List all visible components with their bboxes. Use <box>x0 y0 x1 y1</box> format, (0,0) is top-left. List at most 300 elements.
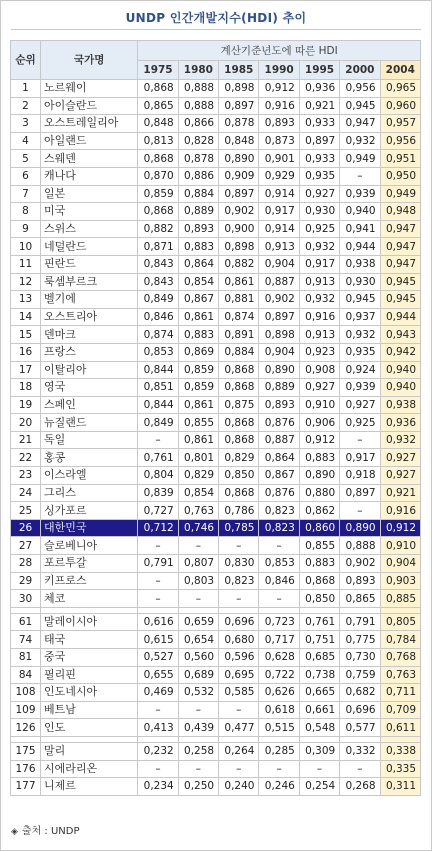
rank-header: 순위 <box>11 41 41 80</box>
hdi-value-cell: 0,335 <box>380 760 420 778</box>
hdi-value-cell: 0,680 <box>219 631 259 649</box>
hdi-value-cell: 0,956 <box>380 132 420 150</box>
country-cell: 필리핀 <box>41 666 138 684</box>
hdi-value-cell: – <box>340 760 380 778</box>
hdi-value-cell: 0,784 <box>380 631 420 649</box>
hdi-value-cell: 0,913 <box>299 273 339 291</box>
hdi-value-cell: 0,685 <box>299 649 339 667</box>
table-row <box>11 80 421 98</box>
hdi-value-cell: 0,878 <box>178 150 218 168</box>
hdi-value-cell: 0,881 <box>219 291 259 309</box>
hdi-value-cell: 0,823 <box>259 519 299 537</box>
hdi-value-cell: 0,890 <box>219 150 259 168</box>
hdi-value-cell: 0,855 <box>178 414 218 432</box>
hdi-value-cell: 0,696 <box>340 701 380 719</box>
source-text: 출처 : UNDP <box>21 826 80 837</box>
country-cell: 아이슬란드 <box>41 97 138 115</box>
hdi-value-cell: 0,936 <box>380 414 420 432</box>
hdi-value-cell: – <box>340 502 380 520</box>
year-header: 2000 <box>340 61 380 80</box>
hdi-value-cell: 0,712 <box>138 519 178 537</box>
hdi-value-cell: 0,413 <box>138 719 178 737</box>
hdi-value-cell: 0,933 <box>299 115 339 133</box>
hdi-value-cell: 0,897 <box>259 308 299 326</box>
hdi-value-cell: 0,890 <box>340 519 380 537</box>
hdi-value-cell: 0,898 <box>219 80 259 98</box>
country-cell: 독일 <box>41 431 138 449</box>
hdi-value-cell: 0,947 <box>380 255 420 273</box>
hdi-value-cell: – <box>259 537 299 555</box>
hdi-value-cell: 0,868 <box>138 80 178 98</box>
table-row <box>11 255 421 273</box>
table-row <box>11 150 421 168</box>
hdi-value-cell: 0,738 <box>299 666 339 684</box>
hdi-value-cell: 0,853 <box>259 555 299 573</box>
hdi-value-cell: 0,943 <box>380 326 420 344</box>
hdi-value-cell: 0,945 <box>340 97 380 115</box>
rank-cell: 61 <box>11 613 41 631</box>
hdi-value-cell: 0,709 <box>380 701 420 719</box>
hdi-value-cell: 0,696 <box>219 613 259 631</box>
hdi-value-cell: 0,889 <box>259 379 299 397</box>
hdi-value-cell: 0,258 <box>178 742 218 760</box>
hdi-value-cell: 0,853 <box>138 343 178 361</box>
hdi-value-cell: 0,902 <box>219 203 259 221</box>
hdi-value-cell: 0,596 <box>219 649 259 667</box>
hdi-value-cell: 0,830 <box>219 555 259 573</box>
hdi-value-cell: 0,775 <box>340 631 380 649</box>
hdi-value-cell: 0,585 <box>219 684 259 702</box>
table-row <box>11 555 421 573</box>
country-cell: 뉴질랜드 <box>41 414 138 432</box>
rank-cell: 14 <box>11 308 41 326</box>
hdi-value-cell: 0,862 <box>299 502 339 520</box>
table-row <box>11 449 421 467</box>
table-row <box>11 97 421 115</box>
year-header: 1995 <box>299 61 339 80</box>
country-cell: 키프로스 <box>41 572 138 590</box>
hdi-value-cell: 0,904 <box>259 343 299 361</box>
rank-cell: 177 <box>11 778 41 796</box>
table-row <box>11 502 421 520</box>
hdi-value-cell: – <box>138 701 178 719</box>
country-cell: 싱가포르 <box>41 502 138 520</box>
hdi-value-cell: 0,940 <box>380 361 420 379</box>
hdi-value-cell: 0,917 <box>259 203 299 221</box>
rank-cell: 4 <box>11 132 41 150</box>
table-row <box>11 684 421 702</box>
hdi-value-cell: 0,515 <box>259 719 299 737</box>
rank-cell: 11 <box>11 255 41 273</box>
hdi-value-cell: 0,884 <box>178 185 218 203</box>
hdi-value-cell: 0,939 <box>340 379 380 397</box>
rank-cell: 84 <box>11 666 41 684</box>
hdi-value-cell: – <box>219 590 259 608</box>
hdi-value-cell: 0,876 <box>259 484 299 502</box>
rank-cell: 23 <box>11 467 41 485</box>
country-cell: 스위스 <box>41 220 138 238</box>
hdi-value-cell: 0,947 <box>340 115 380 133</box>
source-note <box>11 822 80 837</box>
country-header: 국가명 <box>41 41 138 80</box>
hdi-value-cell: 0,874 <box>219 308 259 326</box>
hdi-value-cell: 0,917 <box>299 255 339 273</box>
hdi-value-cell: 0,916 <box>259 97 299 115</box>
hdi-value-cell: – <box>219 701 259 719</box>
rank-cell: 81 <box>11 649 41 667</box>
rank-cell: 10 <box>11 238 41 256</box>
hdi-value-cell: – <box>340 167 380 185</box>
hdi-value-cell: 0,746 <box>178 519 218 537</box>
rank-cell: 109 <box>11 701 41 719</box>
hdi-value-cell: 0,615 <box>138 631 178 649</box>
hdi-value-cell: 0,893 <box>259 115 299 133</box>
hdi-value-cell: – <box>178 537 218 555</box>
hdi-value-cell: 0,914 <box>259 185 299 203</box>
hdi-value-cell: 0,861 <box>178 396 218 414</box>
country-cell: 캐나다 <box>41 167 138 185</box>
hdi-value-cell: 0,751 <box>299 631 339 649</box>
hdi-value-cell: 0,883 <box>178 238 218 256</box>
hdi-value-cell: 0,868 <box>219 379 259 397</box>
rank-cell: 25 <box>11 502 41 520</box>
hdi-value-cell: 0,878 <box>219 115 259 133</box>
hdi-value-cell: – <box>138 572 178 590</box>
hdi-value-cell: 0,925 <box>340 414 380 432</box>
hdi-value-cell: 0,904 <box>259 255 299 273</box>
table-row <box>11 273 421 291</box>
hdi-value-cell: 0,893 <box>259 396 299 414</box>
hdi-value-cell: 0,338 <box>380 742 420 760</box>
hdi-value-cell: 0,917 <box>340 449 380 467</box>
table-row <box>11 308 421 326</box>
hdi-value-cell: 0,851 <box>138 379 178 397</box>
hdi-value-cell: 0,875 <box>219 396 259 414</box>
table-row <box>11 590 421 608</box>
hdi-value-cell: 0,890 <box>259 361 299 379</box>
country-cell: 이탈리아 <box>41 361 138 379</box>
hdi-value-cell: 0,908 <box>299 361 339 379</box>
hdi-value-cell: 0,868 <box>219 431 259 449</box>
country-cell: 말레이시아 <box>41 613 138 631</box>
hdi-value-cell: 0,264 <box>219 742 259 760</box>
hdi-value-cell: 0,285 <box>259 742 299 760</box>
country-cell: 네덜란드 <box>41 238 138 256</box>
hdi-value-cell: 0,861 <box>219 273 259 291</box>
table-row <box>11 238 421 256</box>
country-cell: 포르투갈 <box>41 555 138 573</box>
hdi-value-cell: 0,897 <box>219 97 259 115</box>
rank-cell: 29 <box>11 572 41 590</box>
hdi-value-cell: 0,893 <box>178 220 218 238</box>
table-row <box>11 203 421 221</box>
table-row <box>11 778 421 796</box>
table-row <box>11 431 421 449</box>
hdi-value-cell: 0,965 <box>380 80 420 98</box>
hdi-value-cell: 0,711 <box>380 684 420 702</box>
hdi-value-cell: 0,916 <box>299 308 339 326</box>
country-cell: 핀란드 <box>41 255 138 273</box>
hdi-value-cell: 0,868 <box>138 150 178 168</box>
hdi-value-cell: 0,628 <box>259 649 299 667</box>
hdi-value-cell: 0,887 <box>259 431 299 449</box>
hdi-value-cell: 0,469 <box>138 684 178 702</box>
rank-cell: 5 <box>11 150 41 168</box>
table-row <box>11 649 421 667</box>
hdi-value-cell: 0,665 <box>299 684 339 702</box>
hdi-value-cell: 0,268 <box>340 778 380 796</box>
hdi-value-cell: 0,868 <box>299 572 339 590</box>
hdi-value-cell: 0,560 <box>178 649 218 667</box>
hdi-value-cell: 0,865 <box>138 97 178 115</box>
hdi-value-cell: 0,945 <box>380 291 420 309</box>
hdi-value-cell: 0,867 <box>178 291 218 309</box>
hdi-value-cell: 0,240 <box>219 778 259 796</box>
rank-cell: 22 <box>11 449 41 467</box>
rank-cell: 2 <box>11 97 41 115</box>
hdi-value-cell: – <box>219 760 259 778</box>
hdi-value-cell: 0,859 <box>178 379 218 397</box>
hdi-value-cell: 0,898 <box>219 238 259 256</box>
rank-cell: 126 <box>11 719 41 737</box>
hdi-value-cell: 0,850 <box>299 590 339 608</box>
hdi-value-cell: 0,932 <box>340 326 380 344</box>
hdi-value-cell: 0,868 <box>219 361 259 379</box>
hdi-value-cell: 0,548 <box>299 719 339 737</box>
hdi-value-cell: 0,848 <box>138 115 178 133</box>
country-cell: 오스트레일리아 <box>41 115 138 133</box>
hdi-value-cell: 0,761 <box>138 449 178 467</box>
hdi-value-cell: 0,723 <box>259 613 299 631</box>
hdi-table-body <box>11 80 421 796</box>
hdi-value-cell: 0,888 <box>178 97 218 115</box>
year-header: 1975 <box>138 61 178 80</box>
hdi-value-cell: 0,910 <box>299 396 339 414</box>
year-header: 2004 <box>380 61 420 80</box>
table-row <box>11 361 421 379</box>
rank-cell: 176 <box>11 760 41 778</box>
hdi-value-cell: 0,932 <box>299 238 339 256</box>
table-row <box>11 666 421 684</box>
table-row <box>11 115 421 133</box>
hdi-value-cell: 0,933 <box>299 150 339 168</box>
rank-cell: 15 <box>11 326 41 344</box>
hdi-value-cell: 0,944 <box>380 308 420 326</box>
hdi-value-cell: 0,947 <box>380 220 420 238</box>
country-cell: 오스트리아 <box>41 308 138 326</box>
hdi-value-cell: 0,912 <box>380 519 420 537</box>
hdi-value-cell: 0,882 <box>219 255 259 273</box>
hdi-value-cell: 0,864 <box>178 255 218 273</box>
hdi-value-cell: 0,791 <box>138 555 178 573</box>
hdi-value-cell: 0,439 <box>178 719 218 737</box>
rank-cell: 7 <box>11 185 41 203</box>
hdi-value-cell: 0,846 <box>138 308 178 326</box>
hdi-value-cell: 0,925 <box>299 220 339 238</box>
hdi-value-cell: 0,828 <box>178 132 218 150</box>
hdi-value-cell: 0,823 <box>259 502 299 520</box>
hdi-value-cell: 0,912 <box>259 80 299 98</box>
table-row <box>11 167 421 185</box>
hdi-value-cell: – <box>178 590 218 608</box>
hdi-value-cell: 0,902 <box>259 291 299 309</box>
hdi-value-cell: 0,807 <box>178 555 218 573</box>
table-row <box>11 185 421 203</box>
hdi-value-cell: 0,477 <box>219 719 259 737</box>
hdi-value-cell: 0,938 <box>340 255 380 273</box>
rank-cell: 74 <box>11 631 41 649</box>
table-row <box>11 572 421 590</box>
rank-cell: 6 <box>11 167 41 185</box>
country-cell: 영국 <box>41 379 138 397</box>
hdi-value-cell: 0,874 <box>138 326 178 344</box>
hdi-value-cell: 0,882 <box>138 220 178 238</box>
hdi-value-cell: 0,850 <box>219 467 259 485</box>
country-cell: 일본 <box>41 185 138 203</box>
hdi-value-cell: 0,763 <box>380 666 420 684</box>
rank-cell: 20 <box>11 414 41 432</box>
hdi-value-cell: 0,727 <box>138 502 178 520</box>
year-header: 1980 <box>178 61 218 80</box>
rank-cell: 13 <box>11 291 41 309</box>
hdi-value-cell: 0,611 <box>380 719 420 737</box>
hdi-value-cell: 0,786 <box>219 502 259 520</box>
hdi-value-cell: 0,868 <box>219 484 259 502</box>
hdi-value-cell: – <box>219 537 259 555</box>
country-cell: 인도 <box>41 719 138 737</box>
hdi-value-cell: 0,957 <box>380 115 420 133</box>
hdi-value-cell: 0,916 <box>380 502 420 520</box>
hdi-value-cell: 0,843 <box>138 255 178 273</box>
hdi-value-cell: 0,250 <box>178 778 218 796</box>
hdi-value-cell: 0,897 <box>299 132 339 150</box>
hdi-value-cell: 0,844 <box>138 396 178 414</box>
country-cell: 체코 <box>41 590 138 608</box>
hdi-value-cell: 0,936 <box>299 80 339 98</box>
hdi-value-cell: 0,759 <box>340 666 380 684</box>
rank-cell: 21 <box>11 431 41 449</box>
hdi-value-cell: 0,918 <box>340 467 380 485</box>
hdi-value-cell: 0,309 <box>299 742 339 760</box>
hdi-value-cell: 0,532 <box>178 684 218 702</box>
table-row <box>11 343 421 361</box>
hdi-value-cell: 0,801 <box>178 449 218 467</box>
hdi-value-cell: 0,848 <box>219 132 259 150</box>
hdi-value-cell: 0,950 <box>380 167 420 185</box>
hdi-value-cell: 0,902 <box>340 555 380 573</box>
country-cell: 노르웨이 <box>41 80 138 98</box>
hdi-value-cell: 0,935 <box>340 343 380 361</box>
hdi-value-cell: 0,865 <box>340 590 380 608</box>
hdi-value-cell: 0,883 <box>299 449 339 467</box>
hdi-value-cell: 0,861 <box>178 308 218 326</box>
country-cell: 홍콩 <box>41 449 138 467</box>
hdi-value-cell: 0,871 <box>138 238 178 256</box>
hdi-value-cell: 0,813 <box>138 132 178 150</box>
hdi-value-cell: 0,870 <box>138 167 178 185</box>
hdi-value-cell: 0,864 <box>259 449 299 467</box>
table-row <box>11 291 421 309</box>
rank-cell: 175 <box>11 742 41 760</box>
hdi-value-cell: 0,873 <box>259 132 299 150</box>
country-cell: 중국 <box>41 649 138 667</box>
hdi-value-cell: 0,843 <box>138 273 178 291</box>
hdi-value-cell: 0,901 <box>259 150 299 168</box>
hdi-value-cell: 0,761 <box>299 613 339 631</box>
hdi-value-cell: – <box>259 590 299 608</box>
hdi-value-cell: – <box>259 760 299 778</box>
country-cell: 말리 <box>41 742 138 760</box>
rank-cell: 17 <box>11 361 41 379</box>
year-header: 1990 <box>259 61 299 80</box>
hdi-value-cell: 0,616 <box>138 613 178 631</box>
hdi-value-cell: 0,839 <box>138 484 178 502</box>
rank-cell: 108 <box>11 684 41 702</box>
hdi-value-cell: 0,939 <box>340 185 380 203</box>
hdi-value-cell: 0,805 <box>380 613 420 631</box>
hdi-value-cell: 0,891 <box>219 326 259 344</box>
table-row <box>11 742 421 760</box>
country-cell: 프랑스 <box>41 343 138 361</box>
hdi-value-cell: 0,913 <box>299 326 339 344</box>
hdi-value-cell: 0,960 <box>380 97 420 115</box>
country-cell: 미국 <box>41 203 138 221</box>
country-cell: 스페인 <box>41 396 138 414</box>
hdi-value-cell: 0,527 <box>138 649 178 667</box>
title-divider <box>11 29 421 30</box>
table-row <box>11 132 421 150</box>
hdi-value-cell: 0,897 <box>340 484 380 502</box>
hdi-value-cell: – <box>138 590 178 608</box>
hdi-value-cell: 0,849 <box>138 414 178 432</box>
table-row <box>11 613 421 631</box>
page-title: UNDP 인간개발지수(HDI) 추이 <box>125 11 307 25</box>
hdi-value-cell: 0,867 <box>259 467 299 485</box>
hdi-value-cell: 0,254 <box>299 778 339 796</box>
hdi-value-cell: 0,949 <box>340 150 380 168</box>
rank-cell: 16 <box>11 343 41 361</box>
hdi-value-cell: 0,927 <box>380 449 420 467</box>
hdi-value-cell: 0,803 <box>178 572 218 590</box>
hdi-value-cell: 0,932 <box>340 132 380 150</box>
hdi-value-cell: – <box>340 431 380 449</box>
hdi-value-cell: 0,844 <box>138 361 178 379</box>
hdi-value-cell: 0,941 <box>340 220 380 238</box>
country-cell: 태국 <box>41 631 138 649</box>
hdi-value-cell: 0,932 <box>299 291 339 309</box>
table-row <box>11 326 421 344</box>
rank-cell: 30 <box>11 590 41 608</box>
hdi-value-cell: 0,893 <box>340 572 380 590</box>
hdi-value-cell: 0,763 <box>178 502 218 520</box>
hdi-value-cell: 0,951 <box>380 150 420 168</box>
hdi-value-cell: 0,717 <box>259 631 299 649</box>
hdi-value-cell: – <box>299 760 339 778</box>
table-row <box>11 484 421 502</box>
rank-cell: 27 <box>11 537 41 555</box>
country-cell: 덴마크 <box>41 326 138 344</box>
hdi-value-cell: 0,947 <box>380 238 420 256</box>
hdi-value-cell: 0,246 <box>259 778 299 796</box>
hdi-value-cell: 0,846 <box>259 572 299 590</box>
rank-cell: 28 <box>11 555 41 573</box>
hdi-value-cell: – <box>138 537 178 555</box>
hdi-value-cell: 0,930 <box>340 273 380 291</box>
hdi-value-cell: 0,884 <box>219 343 259 361</box>
hdi-value-cell: 0,914 <box>259 220 299 238</box>
hdi-value-cell: 0,829 <box>178 467 218 485</box>
table-row <box>11 220 421 238</box>
